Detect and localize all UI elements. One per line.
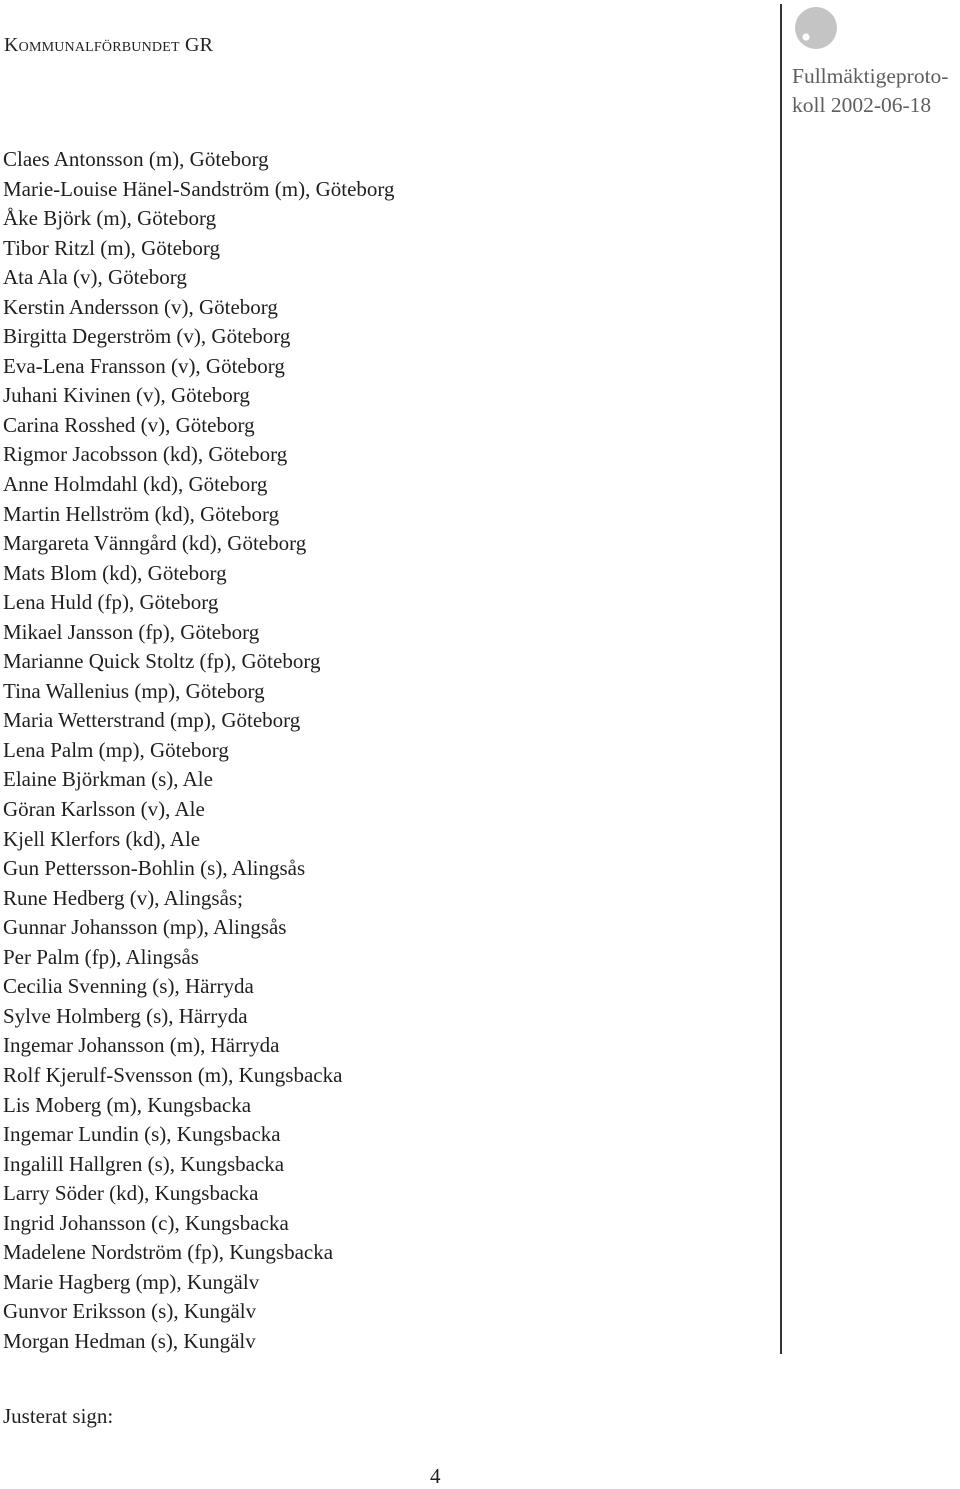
member-entry: Ingemar Lundin (s), Kungsbacka (3, 1122, 281, 1147)
member-entry: Margareta Vänngård (kd), Göteborg (3, 531, 307, 556)
member-entry: Elaine Björkman (s), Ale (3, 767, 213, 792)
member-entry: Tibor Ritzl (m), Göteborg (3, 235, 221, 260)
member-entry: Mikael Jansson (fp), Göteborg (3, 619, 260, 644)
document-title-line-1: Fullmäktigeproto- (792, 64, 949, 88)
member-entry: Cecilia Svenning (s), Härryda (3, 974, 254, 999)
member-entry: Göran Karlsson (v), Ale (3, 797, 205, 822)
member-entry: Ata Ala (v), Göteborg (3, 265, 187, 290)
member-entry: Ingemar Johansson (m), Härryda (3, 1033, 280, 1058)
member-entry: Madelene Nordström (fp), Kungsbacka (3, 1240, 334, 1265)
member-entry: Sylve Holmberg (s), Härryda (3, 1003, 248, 1028)
member-entry: Ingalill Hallgren (s), Kungsbacka (3, 1151, 285, 1176)
member-entry: Lis Moberg (m), Kungsbacka (3, 1092, 252, 1117)
member-entry: Marianne Quick Stoltz (fp), Göteborg (3, 649, 321, 674)
signature-label: Justerat sign: (3, 1404, 114, 1428)
member-entry: Larry Söder (kd), Kungsbacka (3, 1181, 259, 1206)
member-list (3, 145, 395, 1356)
member-entry: Rolf Kjerulf-Svensson (m), Kungsbacka (3, 1062, 343, 1087)
member-entry: Gunnar Johansson (mp), Alingsås (3, 915, 287, 940)
member-entry: Morgan Hedman (s), Kungälv (3, 1328, 256, 1353)
member-entry: Lena Palm (mp), Göteborg (3, 737, 229, 762)
document-title (792, 62, 957, 120)
member-entry: Birgitta Degerström (v), Göteborg (3, 324, 291, 349)
member-entry: Lena Huld (fp), Göteborg (3, 590, 219, 615)
gr-logo-icon (794, 6, 838, 50)
document-title-line-2: koll 2002-06-18 (792, 93, 932, 117)
member-entry: Carina Rosshed (v), Göteborg (3, 412, 255, 437)
member-entry: Claes Antonsson (m), Göteborg (3, 147, 269, 171)
member-entry: Maria Wetterstrand (mp), Göteborg (3, 708, 301, 733)
member-entry: Marie Hagberg (mp), Kungälv (3, 1269, 260, 1294)
member-entry: Kerstin Andersson (v), Göteborg (3, 294, 278, 319)
member-entry: Marie-Louise Hänel-Sandström (m), Göteborg (3, 176, 395, 201)
member-entry: Rune Hedberg (v), Alingsås; (3, 885, 243, 910)
member-entry: Åke Björk (m), Göteborg (3, 206, 217, 231)
member-entry: Martin Hellström (kd), Göteborg (3, 501, 280, 526)
member-entry: Anne Holmdahl (kd), Göteborg (3, 472, 268, 497)
member-entry: Kjell Klerfors (kd), Ale (3, 826, 201, 851)
member-entry: Eva-Lena Fransson (v), Göteborg (3, 353, 285, 378)
member-entry: Tina Wallenius (mp), Göteborg (3, 678, 265, 703)
page-number: 4 (430, 1464, 441, 1488)
member-entry: Per Palm (fp), Alingsås (3, 944, 199, 969)
member-entry: Mats Blom (kd), Göteborg (3, 560, 227, 585)
member-entry: Gun Pettersson-Bohlin (s), Alingsås (3, 856, 306, 881)
member-entry: Rigmor Jacobsson (kd), Göteborg (3, 442, 288, 467)
member-entry: Juhani Kivinen (v), Göteborg (3, 383, 250, 408)
organization-header: Kommunalförbundet GR (4, 34, 214, 56)
member-entry: Gunvor Eriksson (s), Kungälv (3, 1299, 257, 1324)
margin-divider (780, 4, 782, 1354)
member-entry: Ingrid Johansson (c), Kungsbacka (3, 1210, 289, 1235)
